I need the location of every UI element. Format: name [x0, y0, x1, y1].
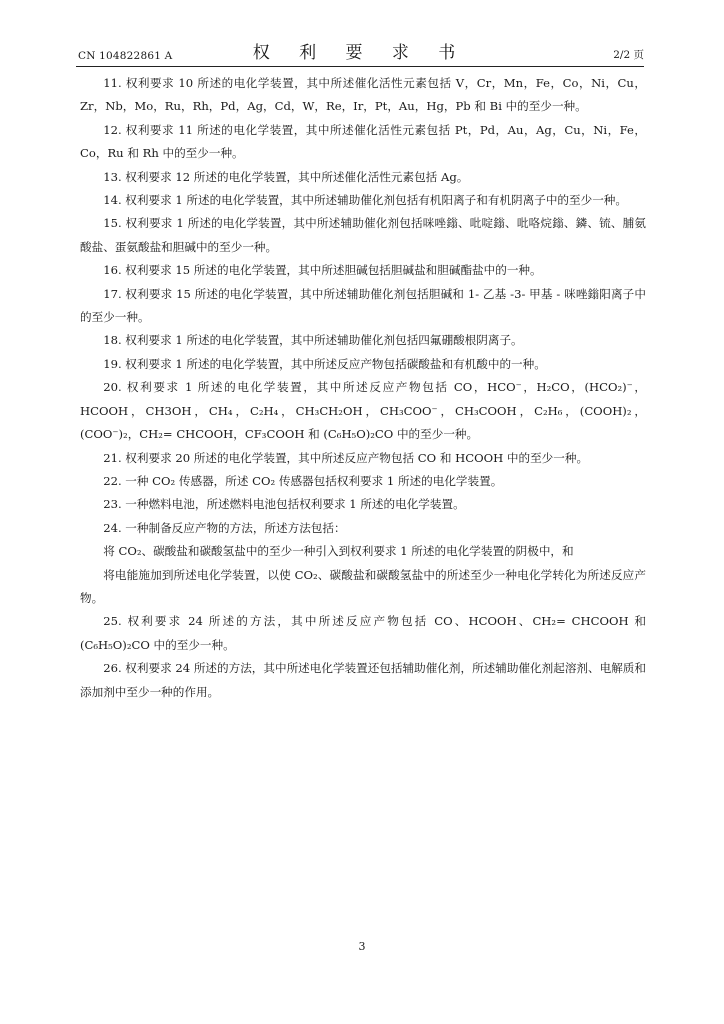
- claim-14: 14. 权利要求 1 所述的电化学装置，其中所述辅助催化剂包括有机阳离子和有机阴离子中的至少一种。: [103, 193, 627, 208]
- page-header: [76, 38, 644, 67]
- claim-26: 26. 权利要求 24 所述的方法，其中所述电化学装置还包括辅助催化剂，所述辅助催化剂起溶剂、电解质和添加剂中至少一种的作用。: [80, 661, 646, 699]
- claim-11: 11. 权利要求 10 所述的电化学装置，其中所述催化活性元素包括 V，Cr，Mn，Fe，Co，Ni，Cu，Zr，Nb，Mo，Ru，Rh，Pd，Ag，Cd，W，Re，Ir，Pt，Au，Hg，Pb 和 Bi 中的至少一种。: [80, 76, 646, 114]
- claim-25: 25. 权利要求 24 所述的方法，其中所述反应产物包括 CO、HCOOH、CH₂= CHCOOH 和 (C₆H₅O)₂CO 中的至少一种。: [80, 614, 646, 652]
- patent-number: CN 104822861 A: [78, 50, 173, 62]
- claim-12: 12. 权利要求 11 所述的电化学装置，其中所述催化活性元素包括 Pt，Pd，Au，Ag，Cu，Ni，Fe，Co，Ru 和 Rh 中的至少一种。: [80, 122, 646, 161]
- claim-21: 21. 权利要求 20 所述的电化学装置，其中所述反应产物包括 CO 和 HCOOH 中的至少一种。: [103, 450, 589, 465]
- claims-body: [80, 72, 646, 704]
- claim-20: 20. 权利要求 1 所述的电化学装置，其中所述反应产物包括 CO，HCO⁻，H₂CO，(HCO₂)⁻，HCOOH，CH3OH，CH₄，C₂H₄，CH₃CH₂OH，CH₃COO⁻，CH₃COOH，C₂H₆，(COOH)₂，(COO⁻)₂，CH₂= CHCOOH，CF₃COOH 和 (C₆H₅O)₂CO 中的至少一种。: [80, 380, 646, 442]
- claim-18: 18. 权利要求 1 所述的电化学装置，其中所述辅助催化剂包括四氟硼酸根阴离子。: [103, 333, 523, 348]
- claim-23: 23. 一种燃料电池，所述燃料电池包括权利要求 1 所述的电化学装置。: [103, 497, 465, 512]
- page-indicator: 2/2 页: [613, 49, 644, 61]
- claim-19: 19. 权利要求 1 所述的电化学装置，其中所述反应产物包括碳酸盐和有机酸中的一种。: [103, 356, 546, 371]
- claim-16: 16. 权利要求 15 所述的电化学装置，其中所述胆碱包括胆碱盐和胆碱酯盐中的一种。: [103, 263, 542, 278]
- claim-22: 22. 一种 CO₂ 传感器，所述 CO₂ 传感器包括权利要求 1 所述的电化学装置。: [103, 473, 503, 488]
- claim-15: 15. 权利要求 1 所述的电化学装置，其中所述辅助催化剂包括咪唑鎓、吡啶鎓、吡咯烷鎓、鏻、锍、脯氨酸盐、蛋氨酸盐和胆碱中的至少一种。: [80, 216, 646, 254]
- claim-24-step-2: 将电能施加到所述电化学装置，以使 CO₂、碳酸盐和碳酸氢盐中的所述至少一种电化学转化为所述反应产物。: [80, 567, 646, 605]
- claim-17: 17. 权利要求 15 所述的电化学装置，其中所述辅助催化剂包括胆碱和 1- 乙基 -3- 甲基 - 咪唑鎓阳离子中的至少一种。: [80, 286, 646, 325]
- claim-24: 24. 一种制备反应产物的方法，所述方法包括：: [103, 520, 346, 535]
- document-title: 权 利 要 求 书: [252, 43, 468, 63]
- claim-13: 13. 权利要求 12 所述的电化学装置，其中所述催化活性元素包括 Ag。: [103, 169, 469, 184]
- page-number: 3: [358, 940, 366, 953]
- claim-24-step-1: 将 CO₂、碳酸盐和碳酸氢盐中的至少一种引入到权利要求 1 所述的电化学装置的阴极中，和: [103, 544, 574, 559]
